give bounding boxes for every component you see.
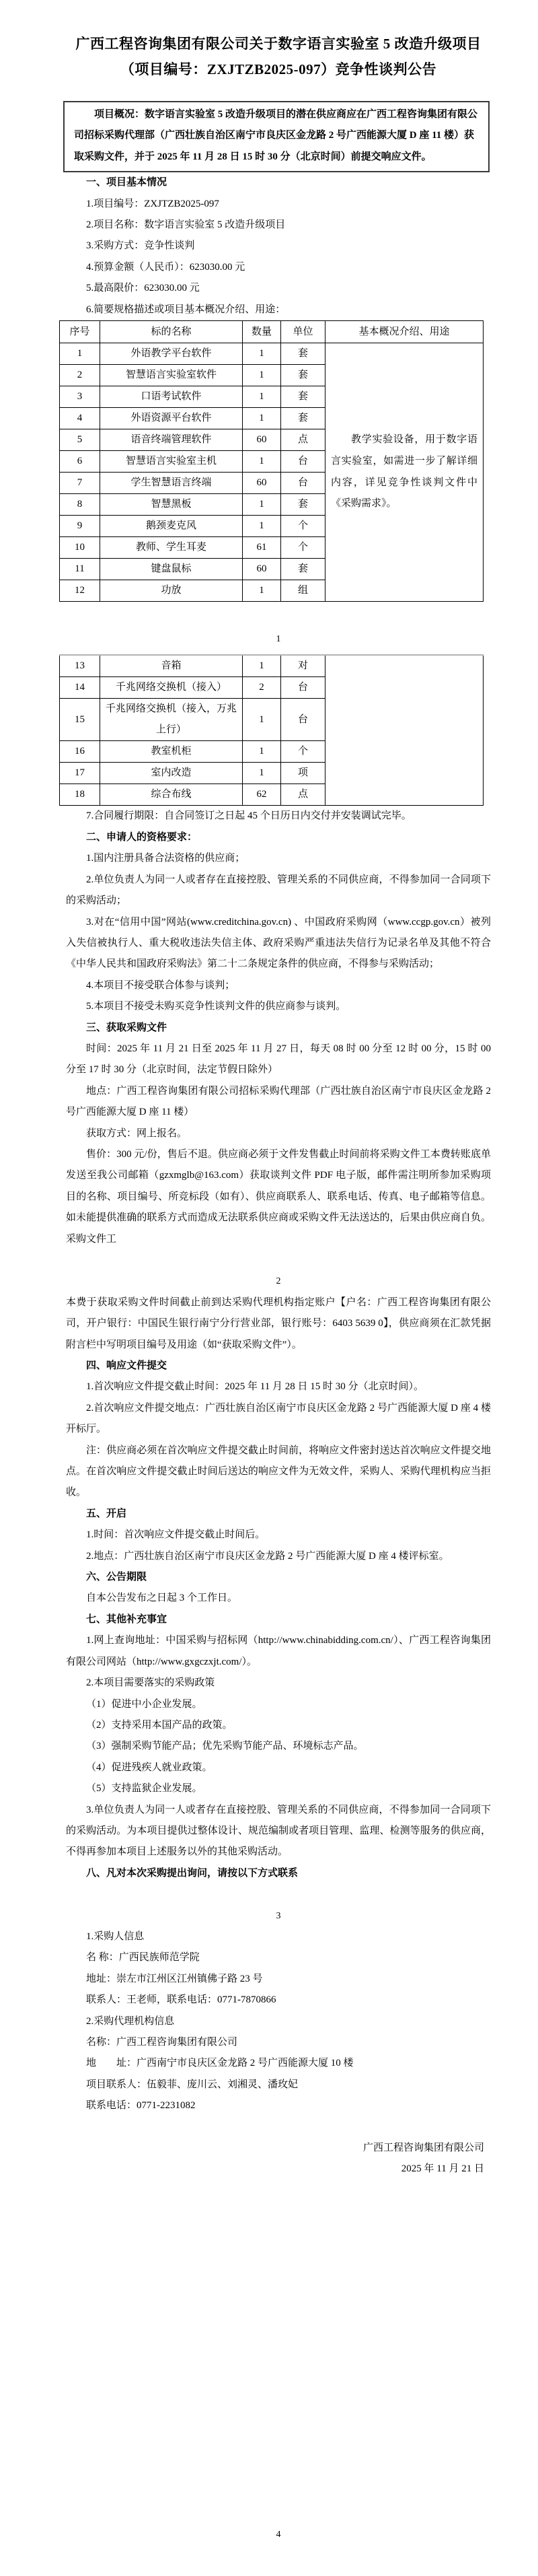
cell-index: 17 (60, 763, 100, 784)
cell-index: 5 (60, 429, 100, 451)
cell-qty: 1 (243, 741, 281, 763)
section-6-heading: 六、公告期限 (86, 1572, 147, 1583)
cell-index: 10 (60, 537, 100, 559)
para-policy-4: （4）促进残疾人就业政策。 (86, 1762, 213, 1773)
cell-unit: 套 (281, 343, 325, 365)
section-8-heading: 八、凡对本次采购提出询问，请按以下方式联系 (86, 1867, 299, 1879)
cell-name: 外语教学平台软件 (100, 343, 243, 365)
para-buyer-info-heading: 1.采购人信息 (86, 1930, 145, 1942)
title-line-1: 广西工程咨询集团有限公司关于数字语言实验室 5 改造升级项目 (75, 36, 482, 52)
cell-qty: 60 (243, 429, 281, 451)
para-agent-contact: 项目联系人：伍毅菲、庞川云、刘湘灵、潘玫妃 (86, 2079, 299, 2090)
cell-qty: 1 (243, 580, 281, 602)
cell-unit: 套 (281, 408, 325, 429)
cell-unit: 台 (281, 699, 325, 741)
cell-name: 口语考试软件 (100, 386, 243, 408)
para-document-price-part2: 本费于获取采购文件时间截止前到达采购代理机构指定账户【户名：广西工程咨询集团有限公司，开户银行：中国民生银行南宁分行营业部，银行账号：6403 5639 0】，供应商须在汇款凭据附言栏中写明项目编号及用途（如“获取采购文件”）。 (66, 1296, 491, 1350)
cell-name: 智慧语言实验室软件 (100, 365, 243, 386)
para-buyer-name: 名 称：广西民族师范学院 (86, 1952, 200, 1963)
para-document-method: 获取方式：网上报名。 (86, 1127, 188, 1139)
cell-name: 综合布线 (100, 784, 243, 806)
para-spec-intro: 6.简要规格描述或项目基本概况介绍、用途： (86, 304, 286, 315)
para-policy-intro: 2.本项目需要落实的采购政策 (86, 1677, 215, 1689)
para-submission-note: 注：供应商必须在首次响应文件提交截止时间前，将响应文件密封送达首次响应文件提交地点。在首次响应文件提交截止时间后送达的响应文件为无效文件，采购人、采购代理机构应当拒收。 (66, 1444, 491, 1498)
cell-description (325, 655, 484, 806)
cell-index: 8 (60, 494, 100, 516)
para-document-place: 地点：广西工程咨询集团有限公司招标采购代理部（广西壮族自治区南宁市良庆区金龙路 2 号广西能源大厦 D 座 11 楼） (66, 1085, 491, 1118)
cell-qty: 1 (243, 451, 281, 473)
para-policy-1: （1）促进中小企业发展。 (86, 1698, 202, 1710)
cell-name: 教师、学生耳麦 (100, 537, 243, 559)
cell-qty: 1 (243, 699, 281, 741)
goods-table-header-row (60, 321, 484, 343)
cell-index: 4 (60, 408, 100, 429)
cell-name: 功放 (100, 580, 243, 602)
cell-name: 智慧黑板 (100, 494, 243, 516)
para-opening-time: 1.时间：首次响应文件提交截止时间后。 (86, 1529, 266, 1541)
cell-index: 11 (60, 559, 100, 580)
para-qualification-3: 3.对在“信用中国”网站(www.creditchina.gov.cn) 、中国政府采购网（www.ccgp.gov.cn）被列入失信被执行人、重大税收违法失信主体、政府采购严重违法失信行为记录名单及其他不符合《中华人民共和国政府采购法》第二十二条规定条件的供应商，不得参与采购活动； (66, 916, 491, 970)
para-procurement-method: 3.采购方式：竞争性谈判 (86, 240, 195, 252)
page-number-4: 4 (276, 2529, 281, 2540)
para-announcement-period: 自本公告发布之日起 3 个工作日。 (86, 1593, 238, 1604)
para-buyer-address: 地址：崇左市江州区江州镇佛子路 23 号 (86, 1973, 263, 1984)
cell-qty: 62 (243, 784, 281, 806)
para-qualification-5: 5.本项目不接受未购买竞争性谈判文件的供应商参与谈判。 (86, 1001, 346, 1012)
cell-name: 键盘鼠标 (100, 559, 243, 580)
table-row (60, 343, 484, 365)
para-policy-5: （5）支持监狱企业发展。 (86, 1783, 202, 1795)
cell-unit: 个 (281, 516, 325, 537)
signature-date: 2025 年 11 月 21 日 (401, 2163, 484, 2175)
para-qualification-2: 2.单位负责人为同一人或者存在直接控股、管理关系的不同供应商，不得参加同一合同项下的采购活动； (66, 874, 491, 907)
para-submission-place: 2.首次响应文件提交地点：广西壮族自治区南宁市良庆区金龙路 2 号广西能源大厦 D 座 4 楼开标厅。 (66, 1402, 491, 1435)
para-agent-info-heading: 2.采购代理机构信息 (86, 2015, 175, 2027)
para-submission-deadline: 1.首次响应文件提交截止时间：2025 年 11 月 28 日 15 时 30 分（北京时间）。 (86, 1381, 424, 1393)
section-3-heading: 三、获取采购文件 (86, 1022, 167, 1033)
cell-index: 16 (60, 741, 100, 763)
para-agent-name: 名称：广西工程咨询集团有限公司 (86, 2037, 238, 2048)
cell-qty: 1 (243, 516, 281, 537)
header-cell-name: 标的名称 (100, 321, 243, 343)
cell-index: 14 (60, 677, 100, 699)
cell-description (325, 343, 484, 602)
cell-name: 智慧语言实验室主机 (100, 451, 243, 473)
para-contract-period: 7.合同履行期限：自合同签订之日起 45 个日历日内交付并安装调试完毕。 (86, 810, 412, 822)
project-overview-text: 项目概况：数字语言实验室 5 改造升级项目的潜在供应商应在广西工程咨询集团有限公司招标采购代理部（广西壮族自治区南宁市良庆区金龙路 2 号广西能源大厦 D 座 11 楼）获取采购文件，并于 2025 年 11 月 28 日 15 时 30 分（北京时间）前提交响应文件。 (74, 109, 478, 162)
signature-block (66, 2138, 484, 2180)
cell-unit: 组 (281, 580, 325, 602)
cell-qty: 2 (243, 677, 281, 699)
cell-index: 6 (60, 451, 100, 473)
para-agent-phone: 联系电话：0771-2231082 (86, 2100, 196, 2112)
cell-index: 13 (60, 655, 100, 677)
goods-table-part1 (59, 320, 484, 602)
cell-unit: 点 (281, 429, 325, 451)
header-cell-unit: 单位 (281, 321, 325, 343)
cell-name: 外语资源平台软件 (100, 408, 243, 429)
section-4-heading: 四、响应文件提交 (86, 1360, 167, 1372)
cell-name: 室内改造 (100, 763, 243, 784)
cell-name: 音箱 (100, 655, 243, 677)
section-5-heading: 五、开启 (86, 1508, 127, 1519)
cell-name: 学生智慧语言终端 (100, 473, 243, 494)
cell-index: 18 (60, 784, 100, 806)
cell-index: 2 (60, 365, 100, 386)
cell-name: 千兆网络交换机（接入，万兆上行） (100, 699, 243, 741)
para-policy-3: （3）强制采购节能产品；优先采购节能产品、环境标志产品。 (86, 1741, 364, 1752)
section-7-heading: 七、其他补充事宜 (86, 1613, 167, 1625)
section-1-heading: 一、项目基本情况 (86, 177, 167, 188)
para-qualification-1: 1.国内注册具备合法资格的供应商； (86, 853, 245, 864)
table-description-text: 教学实验设备，用于数字语言实验室，如需进一步了解详细内容，详见竞争性谈判文件中《采购需求》。 (331, 434, 477, 510)
header-cell-index: 序号 (60, 321, 100, 343)
cell-unit: 台 (281, 677, 325, 699)
cell-unit: 套 (281, 494, 325, 516)
cell-unit: 台 (281, 451, 325, 473)
cell-unit: 套 (281, 559, 325, 580)
para-project-number: 1.项目编号：ZXJTZB2025-097 (86, 198, 219, 209)
para-budget-amount: 4.预算金额（人民币）：623030.00 元 (86, 261, 245, 273)
cell-qty: 60 (243, 473, 281, 494)
table-row (60, 655, 484, 677)
cell-qty: 1 (243, 343, 281, 365)
cell-unit: 套 (281, 386, 325, 408)
header-cell-description: 基本概况介绍、用途 (325, 321, 484, 343)
para-agent-address: 地 址：广西南宁市良庆区金龙路 2 号广西能源大厦 10 楼 (86, 2058, 354, 2069)
cell-unit: 项 (281, 763, 325, 784)
cell-index: 1 (60, 343, 100, 365)
para-project-name: 2.项目名称：数字语言实验室 5 改造升级项目 (86, 219, 286, 231)
cell-name: 鹅颈麦克风 (100, 516, 243, 537)
para-policy-2: （2）支持采用本国产品的政策。 (86, 1719, 233, 1731)
para-buyer-contact: 联系人：王老师，联系电话：0771-7870866 (86, 1994, 276, 2006)
cell-index: 9 (60, 516, 100, 537)
cell-name: 教室机柜 (100, 741, 243, 763)
cell-unit: 套 (281, 365, 325, 386)
cell-qty: 1 (243, 386, 281, 408)
cell-unit: 个 (281, 741, 325, 763)
para-document-time: 时间：2025 年 11 月 21 日至 2025 年 11 月 27 日，每天 08 时 00 分至 12 时 00 分，15 时 00 分至 17 时 30 分（北京时间，法定节假日除外） (66, 1043, 491, 1076)
cell-qty: 1 (243, 494, 281, 516)
blank-area (66, 2180, 491, 2524)
header-cell-qty: 数量 (243, 321, 281, 343)
section-2-heading: 二、申请人的资格要求： (86, 831, 198, 843)
goods-table-part2 (59, 654, 484, 806)
page-number-3: 3 (276, 1910, 281, 1921)
signature-organization: 广西工程咨询集团有限公司 (362, 2143, 484, 2154)
cell-unit: 点 (281, 784, 325, 806)
cell-unit: 个 (281, 537, 325, 559)
cell-index: 15 (60, 699, 100, 741)
cell-name: 语音终端管理软件 (100, 429, 243, 451)
cell-index: 7 (60, 473, 100, 494)
announcement-document (0, 31, 538, 2576)
para-opening-place: 2.地点：广西壮族自治区南宁市良庆区金龙路 2 号广西能源大厦 D 座 4 楼评标室。 (86, 1550, 449, 1562)
cell-qty: 1 (243, 763, 281, 784)
cell-unit: 台 (281, 473, 325, 494)
cell-qty: 1 (243, 408, 281, 429)
para-document-price-part1: 售价：300 元/份，售后不退。供应商必须于文件发售截止时间前将采购文件工本费转账底单发送至我公司邮箱（gzxmglb@163.com）获取谈判文件 PDF 电子版，邮件需注明所参加采购项目的名称、项目编号、所竞标段（如有）、供应商联系人、联系电话、传真、电子邮箱等信息。如未能提供准确的联系方式而造成无法联系供应商或采购文件无法送达的，后果由供应商自负。采购文件工 (66, 1148, 491, 1245)
cell-qty: 1 (243, 365, 281, 386)
page-number-1: 1 (276, 634, 281, 645)
para-online-query: 1.网上查询地址：中国采购与招标网（http://www.chinabidding.com.cn/）、广西工程咨询集团有限公司网站（http://www.gxgczxjt.com/）。 (66, 1635, 491, 1667)
page-number-2: 2 (276, 1276, 281, 1287)
cell-index: 12 (60, 580, 100, 602)
cell-index: 3 (60, 386, 100, 408)
project-overview-box (63, 101, 490, 172)
cell-qty: 60 (243, 559, 281, 580)
cell-qty: 61 (243, 537, 281, 559)
para-price-ceiling: 5.最高限价：623030.00 元 (86, 283, 200, 294)
cell-qty: 1 (243, 655, 281, 677)
para-other-restriction: 3.单位负责人为同一人或者存在直接控股、管理关系的不同供应商，不得参加同一合同项下的采购活动。为本项目提供过整体设计、规范编制或者项目管理、监理、检测等服务的供应商，不得再参加本项目上述服务以外的其他采购活动。 (66, 1804, 491, 1858)
cell-name: 千兆网络交换机（接入） (100, 677, 243, 699)
para-qualification-4: 4.本项目不接受联合体参与谈判； (86, 979, 235, 991)
document-title (66, 31, 491, 82)
cell-unit: 对 (281, 655, 325, 677)
title-line-2: （项目编号：ZXJTZB2025-097）竞争性谈判公告 (120, 61, 437, 77)
